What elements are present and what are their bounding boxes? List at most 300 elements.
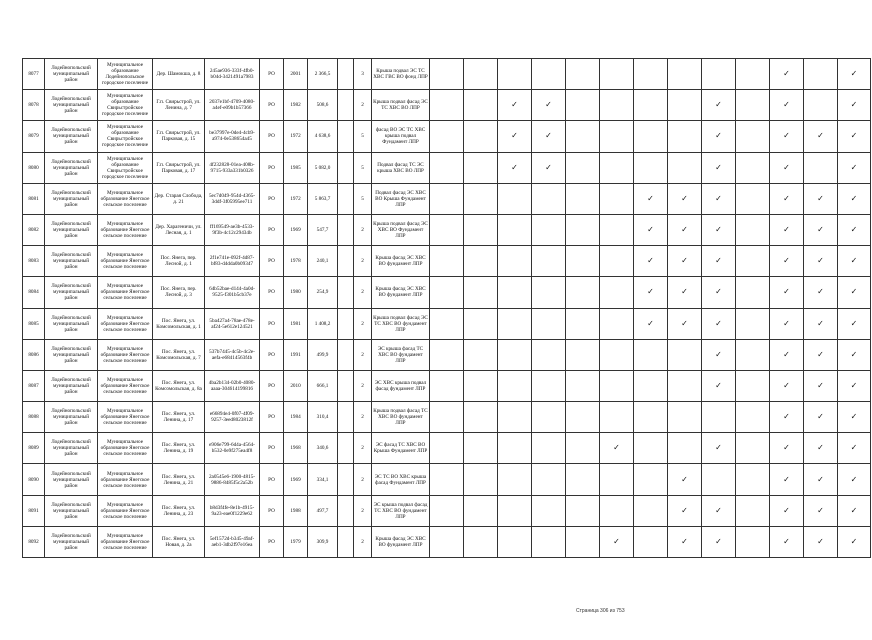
check-mark-icon: ✓ xyxy=(850,287,858,297)
cell-district: Лодейнопольский муниципальный район xyxy=(45,433,98,464)
cell-work-10 xyxy=(736,152,770,183)
check-mark-icon: ✓ xyxy=(715,443,722,453)
cell-works: фасад ВО ЭС ТС ХВС крыша подвал Фундамент ЛПР xyxy=(372,121,430,152)
cell-work-8 xyxy=(668,402,702,433)
cell-form: РО xyxy=(260,526,284,557)
cell-floors: 2 xyxy=(354,308,372,339)
cell-works: Подвал фасад ТС ЭС крыша ХВС ВО ЛПР xyxy=(372,152,430,183)
cell-work-12 xyxy=(804,339,838,370)
cell-blank xyxy=(338,277,354,308)
cell-blank xyxy=(338,183,354,214)
check-mark-icon: ✓ xyxy=(817,193,824,203)
cell-work-11 xyxy=(770,59,804,90)
cell-work-6 xyxy=(600,433,634,464)
cell-municipality: Муниципальное образование Янегское сельское поселение xyxy=(98,464,153,495)
cell-year: 1978 xyxy=(284,246,308,277)
table-row xyxy=(23,370,871,401)
cell-form: РО xyxy=(260,59,284,90)
cell-floors: 2 xyxy=(354,246,372,277)
cell-work-13 xyxy=(838,370,871,401)
cell-work-13 xyxy=(838,495,871,526)
cell-guid: 245ae936-333f-4fb0-b04d-3421491a7983 xyxy=(205,59,260,90)
table-row xyxy=(23,464,871,495)
cell-work-6 xyxy=(600,183,634,214)
cell-work-7 xyxy=(634,402,668,433)
cell-work-3 xyxy=(498,464,532,495)
cell-work-1 xyxy=(430,152,464,183)
check-mark-icon: ✓ xyxy=(647,287,654,297)
page-number: Страница 306 из 753 xyxy=(576,608,625,614)
cell-work-7 xyxy=(634,59,668,90)
cell-work-3 xyxy=(498,90,532,121)
cell-guid: 537b7445-4c5b-4c2e-aefa-e68414563f4b xyxy=(205,339,260,370)
cell-work-9 xyxy=(702,214,736,245)
cell-work-3 xyxy=(498,433,532,464)
cell-work-4 xyxy=(532,526,566,557)
check-mark-icon: ✓ xyxy=(783,318,790,328)
cell-work-4 xyxy=(532,90,566,121)
table-row xyxy=(23,433,871,464)
cell-work-13 xyxy=(838,277,871,308)
cell-work-13 xyxy=(838,246,871,277)
cell-work-10 xyxy=(736,59,770,90)
cell-work-8 xyxy=(668,152,702,183)
cell-work-4 xyxy=(532,59,566,90)
table-row xyxy=(23,339,871,370)
cell-work-5 xyxy=(566,121,600,152)
cell-work-9 xyxy=(702,433,736,464)
cell-work-6 xyxy=(600,402,634,433)
check-mark-icon: ✓ xyxy=(783,474,790,484)
table-row xyxy=(23,121,871,152)
check-mark-icon: ✓ xyxy=(511,131,518,141)
cell-work-13 xyxy=(838,121,871,152)
cell-num: 8082 xyxy=(23,214,45,245)
cell-works: ЭС ТС ВО ХВС крыша фасад Фундамент ЛПР xyxy=(372,464,430,495)
cell-district: Лодейнопольский муниципальный район xyxy=(45,214,98,245)
cell-district: Лодейнопольский муниципальный район xyxy=(45,59,98,90)
cell-work-5 xyxy=(566,214,600,245)
cell-floors: 2 xyxy=(354,526,372,557)
cell-work-1 xyxy=(430,246,464,277)
cell-work-3 xyxy=(498,214,532,245)
cell-work-1 xyxy=(430,59,464,90)
cell-year: 1980 xyxy=(284,277,308,308)
cell-address: Пос. Янега, ул. Ленина, д. 19 xyxy=(153,433,205,464)
cell-work-12 xyxy=(804,277,838,308)
cell-num: 8084 xyxy=(23,277,45,308)
cell-blank xyxy=(338,433,354,464)
cell-work-10 xyxy=(736,370,770,401)
cell-work-4 xyxy=(532,402,566,433)
cell-work-5 xyxy=(566,183,600,214)
table-row xyxy=(23,59,871,90)
cell-address: Пос. Янега, пер. Лесной, д. 3 xyxy=(153,277,205,308)
cell-work-9 xyxy=(702,90,736,121)
check-mark-icon: ✓ xyxy=(715,318,722,328)
check-mark-icon: ✓ xyxy=(681,287,688,297)
cell-works: ЭС фасад ТС ХВС ВО Крыша Фундамент ЛПР xyxy=(372,433,430,464)
cell-work-6 xyxy=(600,59,634,90)
register-table-container xyxy=(22,58,858,558)
table-body xyxy=(23,59,871,558)
cell-work-11 xyxy=(770,214,804,245)
cell-work-7 xyxy=(634,277,668,308)
cell-work-9 xyxy=(702,59,736,90)
cell-work-6 xyxy=(600,464,634,495)
check-mark-icon: ✓ xyxy=(511,100,518,110)
cell-work-7 xyxy=(634,370,668,401)
cell-work-9 xyxy=(702,246,736,277)
cell-work-2 xyxy=(464,121,498,152)
cell-work-12 xyxy=(804,495,838,526)
cell-work-7 xyxy=(634,246,668,277)
cell-work-5 xyxy=(566,433,600,464)
cell-work-8 xyxy=(668,495,702,526)
check-mark-icon: ✓ xyxy=(647,193,654,203)
cell-blank xyxy=(338,59,354,90)
cell-work-1 xyxy=(430,495,464,526)
cell-work-4 xyxy=(532,433,566,464)
table-row xyxy=(23,90,871,121)
cell-work-2 xyxy=(464,59,498,90)
cell-floors: 5 xyxy=(354,121,372,152)
cell-work-6 xyxy=(600,90,634,121)
cell-address: Дер. Харагеничи, ул. Лесная, д. 1 xyxy=(153,214,205,245)
cell-form: РО xyxy=(260,339,284,370)
cell-form: РО xyxy=(260,90,284,121)
cell-work-5 xyxy=(566,308,600,339)
cell-work-4 xyxy=(532,495,566,526)
cell-works: Подвал фасад ЭС ХВС ВО Крыша Фундамент ЛПР xyxy=(372,183,430,214)
cell-works: Крыша фасад ЭС ХВС ВО фундамент ЛПР xyxy=(372,246,430,277)
cell-works: Крыша подвал фасад ЭС ХВС ВО Фундамент ЛПР xyxy=(372,214,430,245)
cell-work-9 xyxy=(702,152,736,183)
cell-year: 1969 xyxy=(284,214,308,245)
cell-work-5 xyxy=(566,464,600,495)
cell-area: 340,6 xyxy=(308,433,338,464)
cell-district: Лодейнопольский муниципальный район xyxy=(45,308,98,339)
cell-work-1 xyxy=(430,214,464,245)
cell-district: Лодейнопольский муниципальный район xyxy=(45,277,98,308)
cell-works: Крыша подвал фасад ТС ХВС ВО фундамент ЛПР xyxy=(372,402,430,433)
cell-year: 1988 xyxy=(284,495,308,526)
check-mark-icon: ✓ xyxy=(817,256,824,266)
cell-work-2 xyxy=(464,308,498,339)
cell-work-4 xyxy=(532,464,566,495)
check-mark-icon: ✓ xyxy=(817,380,824,390)
check-mark-icon: ✓ xyxy=(783,443,790,453)
cell-work-13 xyxy=(838,308,871,339)
cell-work-5 xyxy=(566,526,600,557)
cell-blank xyxy=(338,246,354,277)
cell-num: 8083 xyxy=(23,246,45,277)
cell-work-4 xyxy=(532,152,566,183)
cell-work-8 xyxy=(668,90,702,121)
cell-work-4 xyxy=(532,339,566,370)
cell-work-1 xyxy=(430,308,464,339)
cell-guid: 64b52bae-d144-4a0d-9525-f301b5cb37e xyxy=(205,277,260,308)
cell-work-4 xyxy=(532,246,566,277)
check-mark-icon: ✓ xyxy=(715,505,722,515)
cell-district: Лодейнопольский муниципальный район xyxy=(45,246,98,277)
cell-work-11 xyxy=(770,246,804,277)
cell-num: 8091 xyxy=(23,495,45,526)
table-row xyxy=(23,152,871,183)
cell-works: ЭС крыша фасад ТС ХВС ВО фундамент ЛПР xyxy=(372,339,430,370)
cell-district: Лодейнопольский муниципальный район xyxy=(45,526,98,557)
cell-floors: 2 xyxy=(354,339,372,370)
cell-floors: 2 xyxy=(354,433,372,464)
table-row xyxy=(23,526,871,557)
cell-work-12 xyxy=(804,183,838,214)
cell-work-6 xyxy=(600,370,634,401)
cell-work-9 xyxy=(702,339,736,370)
cell-municipality: Муниципальное образование Свирьстройское городское поселение xyxy=(98,90,153,121)
cell-work-10 xyxy=(736,246,770,277)
cell-work-13 xyxy=(838,183,871,214)
cell-guid: be37997e-0de4-4cb9-a974-0e538654a45 xyxy=(205,121,260,152)
cell-work-1 xyxy=(430,433,464,464)
cell-guid: 5ec7d049-954d-4365-3ddf-3f05995ee711 xyxy=(205,183,260,214)
cell-work-5 xyxy=(566,339,600,370)
cell-district: Лодейнопольский муниципальный район xyxy=(45,121,98,152)
cell-work-13 xyxy=(838,90,871,121)
cell-work-11 xyxy=(770,90,804,121)
cell-blank xyxy=(338,152,354,183)
check-mark-icon: ✓ xyxy=(850,193,858,203)
cell-year: 1991 xyxy=(284,339,308,370)
cell-year: 2010 xyxy=(284,370,308,401)
cell-blank xyxy=(338,214,354,245)
cell-work-6 xyxy=(600,214,634,245)
cell-work-8 xyxy=(668,183,702,214)
check-mark-icon: ✓ xyxy=(715,349,722,359)
cell-area: 1 408,2 xyxy=(308,308,338,339)
cell-district: Лодейнопольский муниципальный район xyxy=(45,152,98,183)
cell-address: Г.п. Свирьстрой, ул. Ленина, д. 7 xyxy=(153,90,205,121)
check-mark-icon: ✓ xyxy=(647,318,654,328)
check-mark-icon: ✓ xyxy=(715,536,722,546)
check-mark-icon: ✓ xyxy=(850,131,858,141)
cell-work-2 xyxy=(464,526,498,557)
cell-work-1 xyxy=(430,90,464,121)
cell-guid: ff169549-ae3b-4533-9f3b-4c12c29434b xyxy=(205,214,260,245)
cell-num: 8081 xyxy=(23,183,45,214)
cell-blank xyxy=(338,308,354,339)
check-mark-icon: ✓ xyxy=(545,162,552,172)
cell-work-3 xyxy=(498,246,532,277)
cell-work-7 xyxy=(634,308,668,339)
check-mark-icon: ✓ xyxy=(783,412,790,422)
table-row xyxy=(23,214,871,245)
check-mark-icon: ✓ xyxy=(783,131,790,141)
check-mark-icon: ✓ xyxy=(647,256,654,266)
cell-work-3 xyxy=(498,402,532,433)
cell-work-10 xyxy=(736,464,770,495)
cell-work-3 xyxy=(498,339,532,370)
cell-work-7 xyxy=(634,121,668,152)
cell-work-10 xyxy=(736,214,770,245)
cell-work-8 xyxy=(668,277,702,308)
cell-work-4 xyxy=(532,370,566,401)
cell-work-12 xyxy=(804,152,838,183)
cell-form: РО xyxy=(260,152,284,183)
cell-work-2 xyxy=(464,183,498,214)
cell-work-3 xyxy=(498,183,532,214)
cell-work-1 xyxy=(430,277,464,308)
cell-blank xyxy=(338,370,354,401)
cell-municipality: Муниципальное образование Янегское сельское поселение xyxy=(98,433,153,464)
cell-work-13 xyxy=(838,433,871,464)
cell-form: РО xyxy=(260,370,284,401)
cell-work-10 xyxy=(736,183,770,214)
cell-form: РО xyxy=(260,495,284,526)
cell-municipality: Муниципальное образование Свирьстройское городское поселение xyxy=(98,121,153,152)
check-mark-icon: ✓ xyxy=(715,256,722,266)
check-mark-icon: ✓ xyxy=(681,318,688,328)
cell-guid: 2f1e741e-092f-4d87-bf83-d4dda0b09347 xyxy=(205,246,260,277)
cell-work-3 xyxy=(498,277,532,308)
cell-area: 5 082,0 xyxy=(308,152,338,183)
cell-guid: 5ba427a4-78ae-478e-af24-5e612e124521 xyxy=(205,308,260,339)
cell-work-13 xyxy=(838,59,871,90)
cell-floors: 5 xyxy=(354,152,372,183)
check-mark-icon: ✓ xyxy=(681,505,688,515)
cell-work-13 xyxy=(838,526,871,557)
cell-district: Лодейнопольский муниципальный район xyxy=(45,495,98,526)
cell-work-5 xyxy=(566,152,600,183)
cell-form: РО xyxy=(260,121,284,152)
cell-district: Лодейнопольский муниципальный район xyxy=(45,183,98,214)
check-mark-icon: ✓ xyxy=(681,256,688,266)
cell-work-6 xyxy=(600,277,634,308)
cell-work-10 xyxy=(736,433,770,464)
cell-works: ЭС ХВС крыша подвал фасад фундамент ЛПР xyxy=(372,370,430,401)
cell-work-1 xyxy=(430,121,464,152)
cell-address: Пос. Янега, ул. Ленина, д. 23 xyxy=(153,495,205,526)
cell-guid: 4ba2b134-02b0-4080-aaaa-304614199816 xyxy=(205,370,260,401)
check-mark-icon: ✓ xyxy=(817,443,824,453)
cell-floors: 2 xyxy=(354,495,372,526)
cell-blank xyxy=(338,121,354,152)
cell-district: Лодейнопольский муниципальный район xyxy=(45,90,98,121)
cell-num: 8078 xyxy=(23,90,45,121)
cell-works: Крыша подвал фасад ЭС ТС ХВС ВО ЛПР xyxy=(372,90,430,121)
check-mark-icon: ✓ xyxy=(850,536,858,546)
cell-floors: 2 xyxy=(354,370,372,401)
check-mark-icon: ✓ xyxy=(850,225,858,235)
cell-work-12 xyxy=(804,526,838,557)
cell-work-11 xyxy=(770,121,804,152)
cell-work-1 xyxy=(430,526,464,557)
cell-work-9 xyxy=(702,464,736,495)
check-mark-icon: ✓ xyxy=(783,162,790,172)
cell-work-6 xyxy=(600,152,634,183)
cell-work-9 xyxy=(702,495,736,526)
cell-works: Крыша фасад ЭС ХВС ВО фундамент ЛПР xyxy=(372,277,430,308)
check-mark-icon: ✓ xyxy=(715,131,722,141)
cell-address: Г.п. Свирьстрой, ул. Парковая, д. 17 xyxy=(153,152,205,183)
cell-work-12 xyxy=(804,214,838,245)
cell-municipality: Муниципальное образование Янегское сельское поселение xyxy=(98,402,153,433)
check-mark-icon: ✓ xyxy=(545,131,552,141)
cell-work-13 xyxy=(838,214,871,245)
cell-floors: 2 xyxy=(354,277,372,308)
cell-work-1 xyxy=(430,402,464,433)
cell-work-3 xyxy=(498,526,532,557)
check-mark-icon: ✓ xyxy=(783,100,790,110)
cell-form: РО xyxy=(260,183,284,214)
cell-work-4 xyxy=(532,308,566,339)
cell-work-11 xyxy=(770,277,804,308)
cell-work-8 xyxy=(668,308,702,339)
cell-year: 1972 xyxy=(284,121,308,152)
table-row xyxy=(23,495,871,526)
cell-work-1 xyxy=(430,339,464,370)
cell-work-10 xyxy=(736,526,770,557)
cell-year: 1979 xyxy=(284,526,308,557)
cell-work-2 xyxy=(464,433,498,464)
cell-area: 240,1 xyxy=(308,246,338,277)
check-mark-icon: ✓ xyxy=(783,380,790,390)
cell-work-5 xyxy=(566,277,600,308)
cell-work-6 xyxy=(600,246,634,277)
cell-num: 8090 xyxy=(23,464,45,495)
cell-num: 8087 xyxy=(23,370,45,401)
cell-year: 1968 xyxy=(284,433,308,464)
cell-work-2 xyxy=(464,402,498,433)
cell-blank xyxy=(338,495,354,526)
cell-year: 1984 xyxy=(284,402,308,433)
cell-work-12 xyxy=(804,121,838,152)
check-mark-icon: ✓ xyxy=(783,256,790,266)
cell-work-11 xyxy=(770,339,804,370)
check-mark-icon: ✓ xyxy=(681,193,688,203)
check-mark-icon: ✓ xyxy=(647,225,654,235)
cell-work-12 xyxy=(804,402,838,433)
table-row xyxy=(23,402,871,433)
check-mark-icon: ✓ xyxy=(850,256,858,266)
cell-work-6 xyxy=(600,308,634,339)
housing-register-table xyxy=(22,58,871,558)
check-mark-icon: ✓ xyxy=(715,162,722,172)
cell-works: ЭС крыша подвал фасад ТС ХВС ВО фундамент ЛПР xyxy=(372,495,430,526)
cell-guid: e906e799-6d4a-4564-b532-0e9f275ea4f8 xyxy=(205,433,260,464)
cell-municipality: Муниципальное образование Янегское сельское поселение xyxy=(98,246,153,277)
cell-work-2 xyxy=(464,495,498,526)
check-mark-icon: ✓ xyxy=(783,193,790,203)
cell-area: 5 863,7 xyxy=(308,183,338,214)
cell-year: 1985 xyxy=(284,152,308,183)
check-mark-icon: ✓ xyxy=(850,162,858,172)
cell-address: Пос. Янега, пер. Лесной, д. 1 xyxy=(153,246,205,277)
cell-municipality: Муниципальное образование Свирьстройское городское поселение xyxy=(98,152,153,183)
check-mark-icon: ✓ xyxy=(715,193,722,203)
cell-work-10 xyxy=(736,90,770,121)
cell-work-9 xyxy=(702,183,736,214)
cell-work-4 xyxy=(532,121,566,152)
cell-work-2 xyxy=(464,370,498,401)
cell-form: РО xyxy=(260,433,284,464)
cell-work-11 xyxy=(770,183,804,214)
cell-work-2 xyxy=(464,152,498,183)
cell-work-8 xyxy=(668,526,702,557)
cell-work-11 xyxy=(770,526,804,557)
cell-work-4 xyxy=(532,183,566,214)
cell-work-10 xyxy=(736,402,770,433)
cell-work-1 xyxy=(430,464,464,495)
